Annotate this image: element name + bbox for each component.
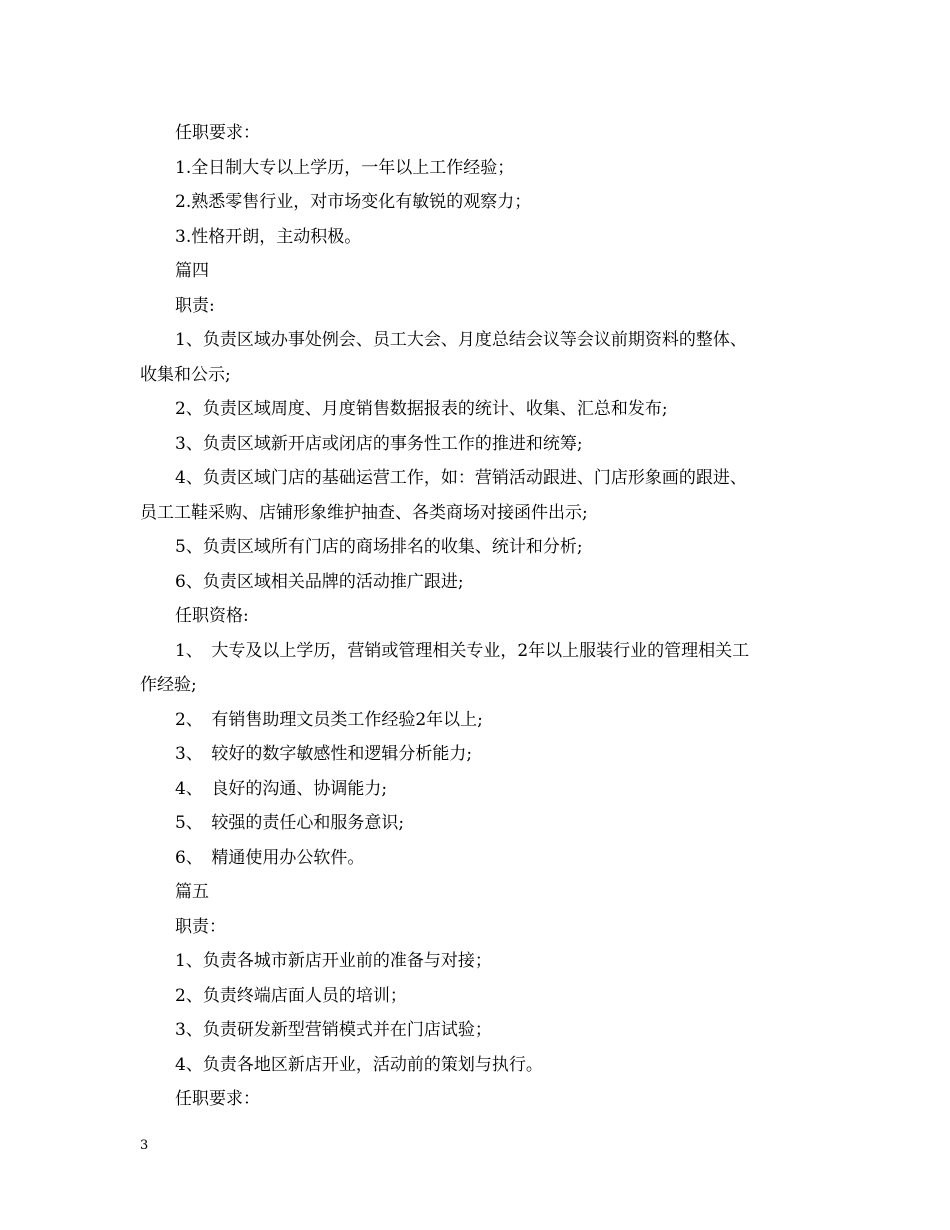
text-line: 2、负责终端店面人员的培训； bbox=[175, 985, 407, 1006]
text-line: 6、 精通使用办公软件。 bbox=[175, 847, 365, 868]
text-line: 员工工鞋采购、店铺形象维护抽查、各类商场对接函件出示; bbox=[140, 502, 588, 523]
text-line: 篇四 bbox=[175, 261, 209, 281]
text-line: 5、 较强的责任心和服务意识; bbox=[175, 813, 405, 833]
text-line: 4、负责各地区新店开业，活动前的策划与执行。 bbox=[175, 1054, 543, 1075]
text-line: 职责: bbox=[175, 295, 215, 316]
text-line: 6、负责区域相关品牌的活动推广跟进; bbox=[175, 571, 464, 592]
text-line: 2、 有销售助理文员类工作经验2年以上; bbox=[175, 709, 483, 730]
text-line: 作经验; bbox=[140, 675, 197, 695]
text-line: 2.熟悉零售行业，对市场变化有敏锐的观察力； bbox=[175, 192, 532, 212]
text-line: 任职资格: bbox=[175, 606, 249, 626]
text-line: 1、负责各城市新店开业前的准备与对接； bbox=[175, 951, 492, 971]
text-line: 任职要求： bbox=[175, 1089, 260, 1109]
text-line: 篇五 bbox=[175, 882, 209, 902]
text-line: 4、 良好的沟通、协调能力; bbox=[175, 778, 388, 799]
text-line: 3、负责研发新型营销模式并在门店试验； bbox=[175, 1020, 492, 1040]
text-line: 职责： bbox=[175, 916, 226, 937]
text-line: 3、负责区域新开店或闭店的事务性工作的推进和统筹; bbox=[175, 433, 583, 454]
text-line: 1、 大专及以上学历，营销或管理相关专业，2年以上服装行业的管理相关工 bbox=[175, 640, 750, 661]
text-line: 1.全日制大专以上学历，一年以上工作经验； bbox=[175, 157, 515, 178]
document-body bbox=[140, 116, 820, 1117]
text-line: 4、负责区域门店的基础运营工作，如：营销活动跟进、门店形象画的跟进、 bbox=[175, 468, 747, 488]
text-line: 任职要求： bbox=[175, 123, 260, 143]
text-line: 收集和公示; bbox=[140, 364, 231, 385]
text-line: 3.性格开朗，主动积极。 bbox=[175, 226, 362, 247]
text-line: 5、负责区域所有门店的商场排名的收集、统计和分析; bbox=[175, 537, 583, 557]
text-line: 3、 较好的数字敏感性和逻辑分析能力; bbox=[175, 744, 473, 764]
text-line: 1、负责区域办事处例会、员工大会、月度总结会议等会议前期资料的整体、 bbox=[175, 330, 747, 350]
text-line: 2、负责区域周度、月度销售数据报表的统计、收集、汇总和发布; bbox=[175, 399, 668, 419]
page-number: 3 bbox=[140, 1138, 149, 1153]
